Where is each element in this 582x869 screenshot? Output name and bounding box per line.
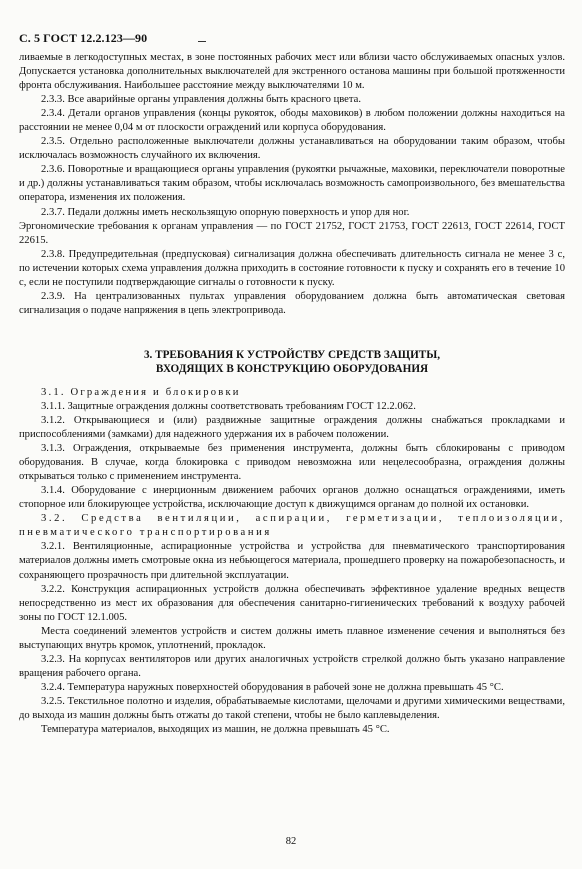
subsection-3-2-title: 3.2. Средства вентиляции, аспирации, герметизации, теплоизоляции, пневматического транспортирования (19, 513, 565, 539)
paragraph-2-3-4: 2.3.4. Детали органов управления (концы рукояток, ободы маховиков) в любом положении должны находиться на расстоянии не менее 0,04 м от плоскости ограждений или корпуса оборудования. (19, 108, 565, 134)
paragraph-3-2-3: 3.2.3. На корпусах вентиляторов или других аналогичных устройств стрелкой должно быть указано направление вращения рабочего органа. (19, 653, 565, 679)
paragraph-2-3-3: 2.3.3. Все аварийные органы управления должны быть красного цвета. (41, 94, 361, 106)
paragraph-3-1-2: 3.1.2. Открывающиеся и (или) раздвижные защитные ограждения должны снабжаться прокладками и приспособлениями (замками) для надежного удержания их в рабочем положении. (19, 414, 565, 441)
paragraph-3-2-4: 3.2.4. Температура наружных поверхностей оборудования в рабочей зоне не должна превышать 45 °С. (41, 681, 504, 693)
header-divider (198, 41, 206, 42)
page-number: 82 (285, 836, 297, 847)
subsection-3-1-title: 3.1. Ограждения и блокировки (41, 386, 241, 398)
paragraph-materials-temperature: Температура материалов, выходящих из машин, не должна превышать 45 °С. (41, 724, 390, 736)
paragraph-2-3-6: 2.3.6. Поворотные и вращающиеся органы управления (рукоятки рычажные, маховики, переключатели поворотные и др.) должны устанавливаться таким образом, чтобы исключалась возможность самопроизвольного, без вмешательства оператора, изменения их положения. (19, 164, 565, 204)
section-3-heading-line-2: ВХОДЯЩИХ В КОНСТРУКЦИЮ ОБОРУДОВАНИЯ (155, 362, 429, 375)
paragraph-2-3-8: 2.3.8. Предупредительная (предпусковая) сигнализация должна обеспечивать длительность сигнала не менее 3 с, по истечении которых схема управления должна приходить в состояние готовности к пуску и сохранять его в течение 10 с, если не поступили подтверждающие сигналы о готовности к пуску. (19, 248, 565, 288)
section-3-heading (19, 348, 565, 376)
paragraph-3-1-4: 3.1.4. Оборудование с инерционным движением рабочих органов должно оснащаться ограждениями, иметь стопорное или блокирующее устройства, исключающие доступ к движущимся органам до полной их остановки. (19, 485, 565, 511)
paragraph-joints: Места соединений элементов устройств и систем должны иметь плавное изменение сечения и выполняться без выступающих внутрь кромок, уплотнений, прокладок. (19, 625, 565, 651)
paragraph-3-2-1: 3.2.1. Вентиляционные, аспирационные устройства и устройства для пневматического транспортирования материалов должны иметь смотровые окна из небьющегося материала, прошедшего проверку на пожаробезопасность, и сохраняющего прозрачность при длительной эксплуатации. (19, 541, 565, 581)
section-3-heading-line-1: 3. ТРЕБОВАНИЯ К УСТРОЙСТВУ СРЕДСТВ ЗАЩИТЫ, (143, 348, 441, 361)
paragraph-3-2-2: 3.2.2. Конструкция аспирационных устройств должна обеспечивать эффективное удаление вредных веществ непосредственно из мест их образования для обеспечения санитарно-гигиенических требований к воздуху рабочей зоны по ГОСТ 12.1.005. (19, 583, 565, 623)
paragraph-2-3-7: 2.3.7. Педали должны иметь нескользящую опорную поверхность и упор для ног. (41, 206, 410, 218)
page-header: С. 5 ГОСТ 12.2.123—90 (19, 31, 148, 45)
paragraph-3-1-1: 3.1.1. Защитные ограждения должны соответствовать требованиям ГОСТ 12.2.062. (41, 400, 416, 412)
paragraph-2-3-5: 2.3.5. Отдельно расположенные выключатели должны устанавливаться на оборудовании таким образом, чтобы исключалась возможность случайного их включения. (19, 136, 565, 162)
paragraph-ergonomic: Эргономические требования к органам управления — по ГОСТ 21752, ГОСТ 21753, ГОСТ 22613, ГОСТ 22614, ГОСТ 22615. (19, 220, 565, 246)
paragraph-3-1-3: 3.1.3. Ограждения, открываемые без применения инструмента, должны быть сблокированы с приводом оборудования. В случае, когда блокировка с приводом невозможна или нецелесообразна, ограждения должны открываться только с применением инструмента. (19, 443, 565, 483)
document-body (19, 51, 565, 737)
paragraph-continuation: ливаемые в легкодоступных местах, в зоне постоянных рабочих мест или вблизи часто обслуживаемых опасных узлов. Допускается установка дополнительных выключателей для экстренного останова машины при большой протяженности фронта обслуживания. Наибольшее расстояние между выключателями 10 м. (19, 52, 565, 92)
paragraph-3-2-5: 3.2.5. Текстильное полотно и изделия, обрабатываемые кислотами, щелочами и другими химическими веществами, до выхода из машин должны быть отжаты до такой степени, чтобы не было каплевыделения. (19, 695, 565, 721)
paragraph-2-3-9: 2.3.9. На централизованных пультах управления оборудованием должна быть автоматическая световая сигнализация о подаче напряжения в цепь электропривода. (19, 290, 565, 316)
